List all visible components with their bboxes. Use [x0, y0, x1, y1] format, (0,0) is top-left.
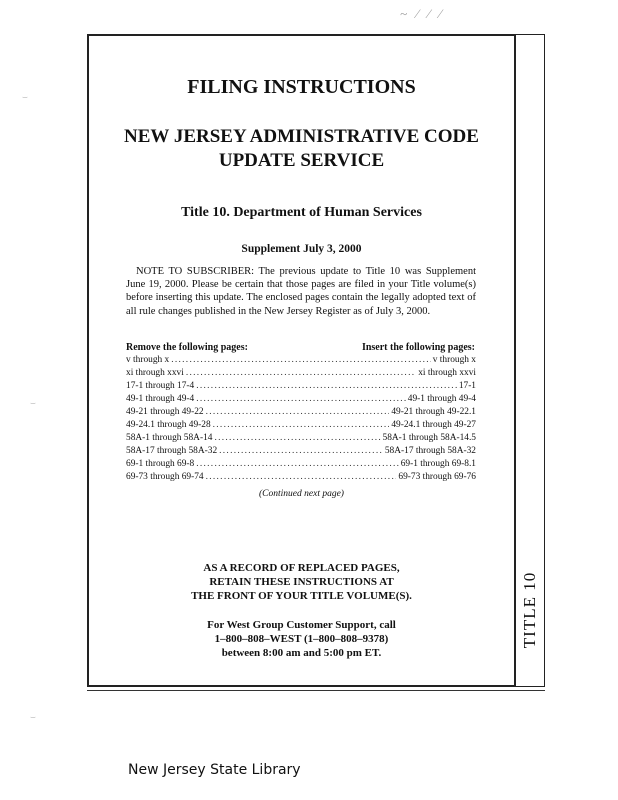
table-row [126, 446, 476, 459]
insert-range: 69-73 through 69-76 [398, 472, 476, 482]
margin-mark: ⌣ [22, 92, 28, 102]
remove-range: 58A-1 through 58A-14 [126, 433, 213, 443]
remove-range: 69-1 through 69-8 [126, 459, 195, 469]
table-row [126, 407, 476, 420]
leader-dots [213, 420, 390, 430]
subscriber-note: NOTE TO SUBSCRIBER: The previous update to Title 10 was Supplement June 19, 2000. Please be certain that those pages are filed in your Title volume(s) before inserting this update. The enclosed pages contain the legally adopted text of all rule changes published in the New Jersey Register as of July 3, 2000. [126, 266, 476, 317]
insert-range: 17-1 [458, 381, 476, 391]
table-row [126, 433, 476, 446]
table-row [126, 381, 476, 394]
insert-range: 49-1 through 49-4 [407, 394, 476, 404]
remove-header: Remove the following pages: [126, 342, 248, 353]
insert-range: 58A-1 through 58A-14.5 [382, 433, 476, 443]
leader-dots [196, 394, 406, 404]
insert-range: v through x [432, 355, 476, 365]
bottom-rule [87, 690, 545, 691]
library-stamp: New Jersey State Library [128, 762, 301, 778]
insert-range: 49-24.1 through 49-27 [391, 420, 476, 430]
record-notice: AS A RECORD OF REPLACED PAGES, RETAIN THESE INSTRUCTIONS AT THE FRONT OF YOUR TITLE VOLUME(S). [191, 562, 412, 603]
title-heading: Title 10. Department of Human Services [181, 205, 422, 220]
tab-label: TITLE 10 [520, 571, 539, 649]
page-table [126, 355, 476, 485]
continued-note: (Continued next page) [259, 489, 344, 499]
supplement-date: Supplement July 3, 2000 [241, 243, 362, 255]
remove-range: 49-21 through 49-22 [126, 407, 204, 417]
remove-range: v through x [126, 355, 170, 365]
remove-range: 49-1 through 49-4 [126, 394, 195, 404]
leader-dots [171, 355, 431, 365]
customer-support: For West Group Customer Support, call 1–800–808–WEST (1–800–808–9378) between 8:00 am and 5:00 pm ET. [207, 619, 396, 660]
remove-range: 17-1 through 17-4 [126, 381, 195, 391]
table-row [126, 459, 476, 472]
page-title: FILING INSTRUCTIONS [187, 76, 416, 98]
leader-dots [206, 407, 390, 417]
remove-range: xi through xxvi [126, 368, 184, 378]
table-row [126, 394, 476, 407]
leader-dots [196, 381, 457, 391]
table-row [126, 472, 476, 485]
table-row [126, 420, 476, 433]
insert-range: 58A-17 through 58A-32 [384, 446, 476, 456]
leader-dots [196, 459, 399, 469]
table-row [126, 355, 476, 368]
remove-range: 69-73 through 69-74 [126, 472, 204, 482]
margin-mark: ⌣ [30, 398, 36, 408]
code-heading: NEW JERSEY ADMINISTRATIVE CODE UPDATE SERVICE [124, 126, 479, 171]
table-row [126, 368, 476, 381]
leader-dots [206, 472, 397, 482]
insert-range: xi through xxvi [418, 368, 476, 378]
leader-dots [214, 433, 380, 443]
remove-range: 58A-17 through 58A-32 [126, 446, 218, 456]
remove-range: 49-24.1 through 49-28 [126, 420, 211, 430]
insert-header: Insert the following pages: [361, 342, 475, 353]
handwritten-mark: ~ ⁄ ⁄ ∕ [400, 6, 445, 21]
insert-range: 69-1 through 69-8.1 [400, 459, 476, 469]
margin-mark: ⌣ [30, 712, 36, 722]
leader-dots [186, 368, 416, 378]
insert-range: 49-21 through 49-22.1 [391, 407, 476, 417]
leader-dots [219, 446, 383, 456]
